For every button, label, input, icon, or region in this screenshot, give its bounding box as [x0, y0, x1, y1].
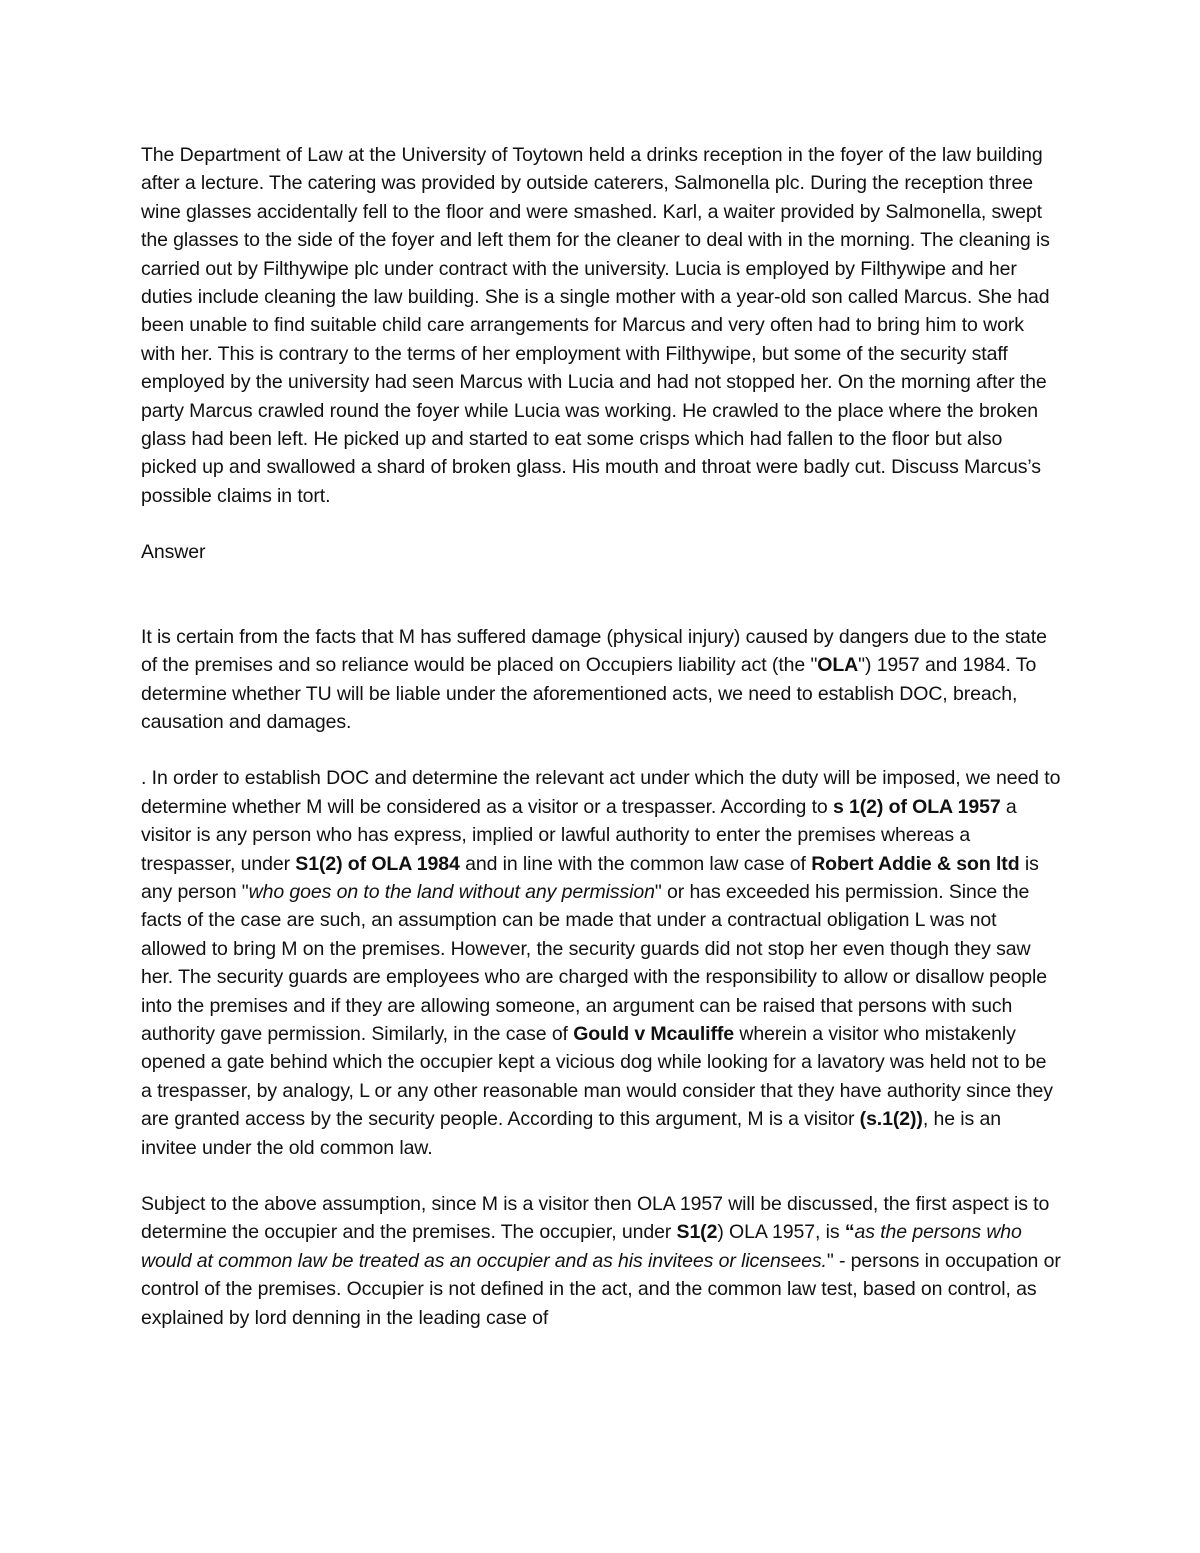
bold-case-name: Gould v Mcauliffe — [573, 1022, 735, 1045]
bold-citation: s 1(2) of OLA 1957 — [832, 795, 1001, 818]
text-run: ") 1957 and 1984. To determine whether TU will be liable under the aforementioned acts, we need to establish DOC, breach, causation and damages. — [141, 654, 1037, 733]
text-run: a visitor is any person who has express, implied or lawful authority to enter the premises whereas a trespasser, under — [141, 795, 1017, 875]
text-run: . In order to establish DOC and determine the relevant act under which the duty will be imposed, we need to determine whether M will be considered as a visitor or a trespasser. According to — [141, 767, 1061, 818]
text-run: Subject to the above assumption, since M is a visitor then OLA 1957 will be discussed, the first aspect is to determine the occupier and the premises. The occupier, under — [141, 1193, 1050, 1244]
question-text: The Department of Law at the University of Toytown held a drinks reception in the foyer of the law building after a lecture. The catering was provided by outside caterers, Salmonella plc. During the reception three wine glasses accidentally fell to the floor and were smashed. Karl, a waiter provided by Salmonella, swept the glasses to the side of the foyer and left them for the cleaner to deal with in the morning. The cleaning is carried out by Filthywipe plc under contract with the university. Lucia is employed by Filthywipe and her duties include cleaning the law building. She is a single mother with a year-old son called Marcus. She had been unable to find suitable child care arrangements for Marcus and very often had to bring him to work with her. This is contrary to the terms of her employment with Filthywipe, but some of the security staff employed by the university had seen Marcus with Lucia and had not stopped her. On the morning after the party Marcus crawled round the foyer while Lucia was working. He crawled to the place where the broken glass had been left. He picked up and started to eat some crisps which had fallen to the floor but also picked up and swallowed a shard of broken glass. His mouth and throat were badly cut. Discuss Marcus’s possible claims in tort. — [141, 144, 1050, 507]
bold-citation: S1(2) of OLA 1984 — [295, 852, 460, 875]
bold-case-name: Robert Addie & son ltd — [811, 852, 1020, 875]
document-body — [141, 141, 1061, 1332]
text-run: " - persons in occupation or control of the premises. Occupier is not defined in the act, and the common law test, based on control, as explained by lord denning in the leading case of — [141, 1249, 1061, 1329]
italic-quote: who goes on to the land without any permission — [248, 880, 655, 903]
text-run: ) OLA 1957, is — [717, 1221, 845, 1244]
bold-quote-mark: “ — [844, 1221, 855, 1244]
text-run: It is certain from the facts that M has suffered damage (physical injury) caused by dangers due to the state of the premises and so reliance would be placed on Occupiers liability act (the " — [141, 625, 1047, 677]
answer-paragraph-2 — [141, 764, 1061, 1162]
text-run: " or has exceeded his permission. Since the facts of the case are such, an assumption can be made that under a contractual obligation L was not allowed to bring M on the premises. However, the security guards did not stop her even though they saw her. The security guards are employees who are charged with the responsibility to allow or disallow people into the premises and if they are allowing someone, an argument can be raised that persons with such authority gave permission. Similarly, in the case of — [141, 880, 1048, 1045]
bold-citation: (s.1(2)) — [859, 1108, 923, 1131]
question-paragraph — [141, 141, 1061, 510]
text-run: wherein a visitor who mistakenly opened a gate behind which the occupier kept a vicious dog while looking for a lavatory was held not to be a trespasser, by analogy, L or any other reasonable man would consider that they have authority since they are granted access by the security people. According to this argument, M is a visitor — [141, 1022, 1053, 1131]
italic-quote: as the persons who would at common law be treated as an occupier and as his invitees or licensees. — [141, 1221, 1022, 1272]
bold-citation: S1(2 — [676, 1221, 718, 1244]
text-run: and in line with the common law case of — [459, 852, 812, 875]
answer-paragraph-1 — [141, 623, 1061, 737]
text-run: , he is an invitee under the old common law. — [141, 1108, 1001, 1159]
bold-term-ola: OLA — [817, 654, 859, 677]
text-run: is any person " — [141, 852, 1039, 903]
answer-paragraph-3 — [141, 1190, 1061, 1332]
answer-heading: Answer — [141, 541, 206, 564]
